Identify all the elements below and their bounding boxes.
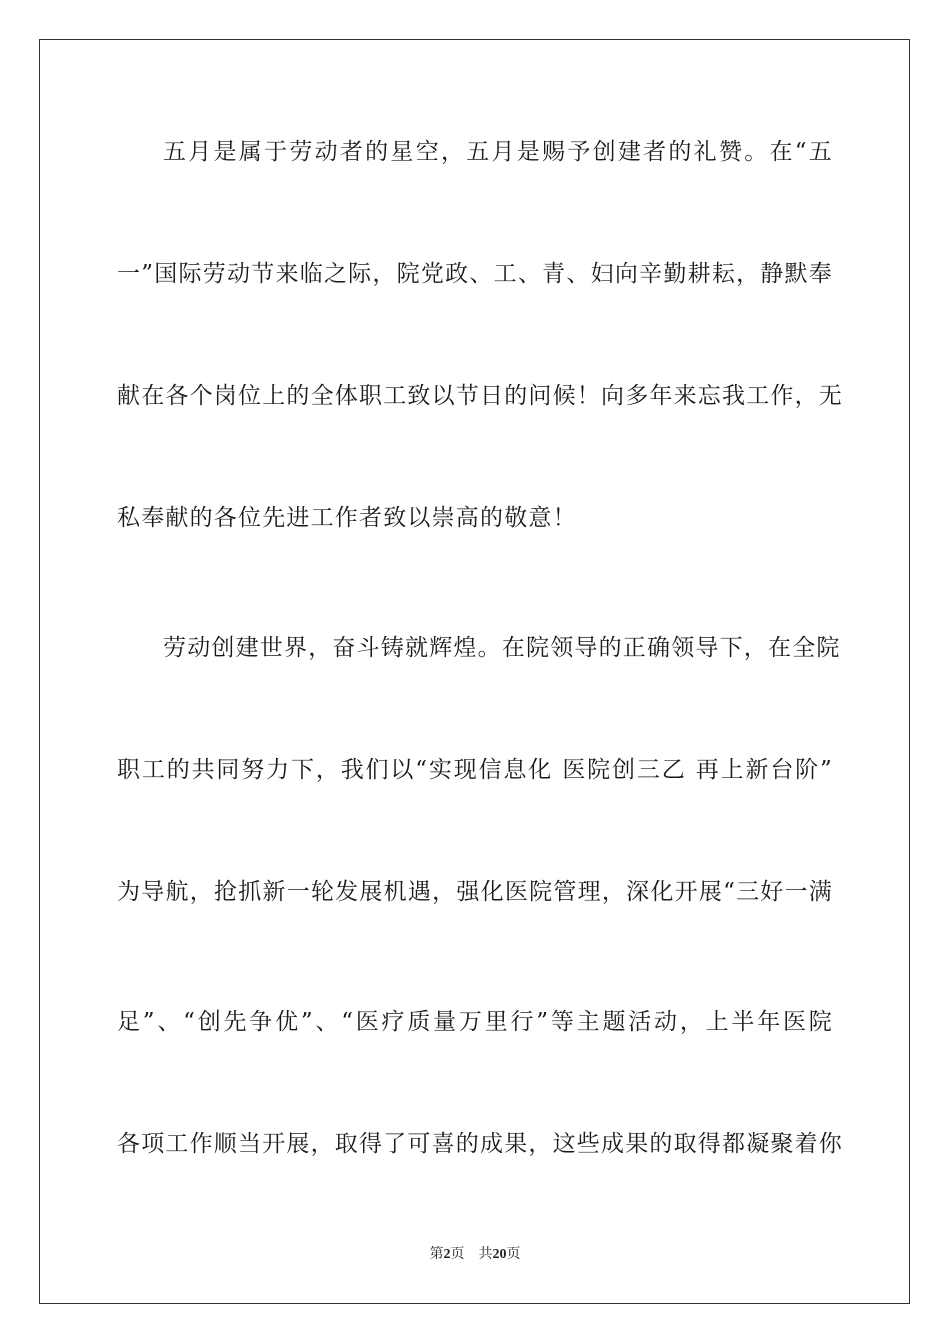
paragraph-2-line-1: 劳动创建世界，奋斗铸就辉煌。在院领导的正确领导下，在全院 [163, 635, 841, 661]
page-footer [0, 1246, 950, 1264]
paragraph-2-line-4: 足”、“创先争优”、“医疗质量万里行”等主题活动，上半年医院 [117, 1009, 833, 1035]
total-suffix: 页 [506, 1247, 521, 1262]
paragraph-1-line-1: 五月是属于劳动者的星空，五月是赐予创建者的礼赞。在“五 [163, 139, 833, 165]
total-pages: 20 [492, 1247, 507, 1262]
paragraph-2-line-3: 为导航，抢抓新一轮发展机遇，强化医院管理，深化开展“三好一满 [117, 879, 833, 905]
paragraph-2-line-5: 各项工作顺当开展，取得了可喜的成果，这些成果的取得都凝聚着你 [117, 1131, 843, 1157]
page-prefix: 第 [429, 1247, 444, 1262]
paragraph-1-line-3: 献在各个岗位上的全体职工致以节日的问候！向多年来忘我工作，无 [117, 383, 843, 409]
total-prefix: 共 [478, 1247, 493, 1262]
paragraph-1-line-2: 一”国际劳动节来临之际，院党政、工、青、妇向辛勤耕耘，静默奉 [117, 261, 833, 287]
paragraph-1-line-4: 私奉献的各位先进工作者致以崇高的敬意！ [117, 505, 577, 531]
page-number: 2 [443, 1247, 451, 1262]
paragraph-2-line-2: 职工的共同努力下，我们以“实现信息化 医院创三乙 再上新台阶” [117, 757, 833, 783]
page-suffix: 页 [450, 1247, 465, 1262]
page-border [39, 39, 910, 1304]
